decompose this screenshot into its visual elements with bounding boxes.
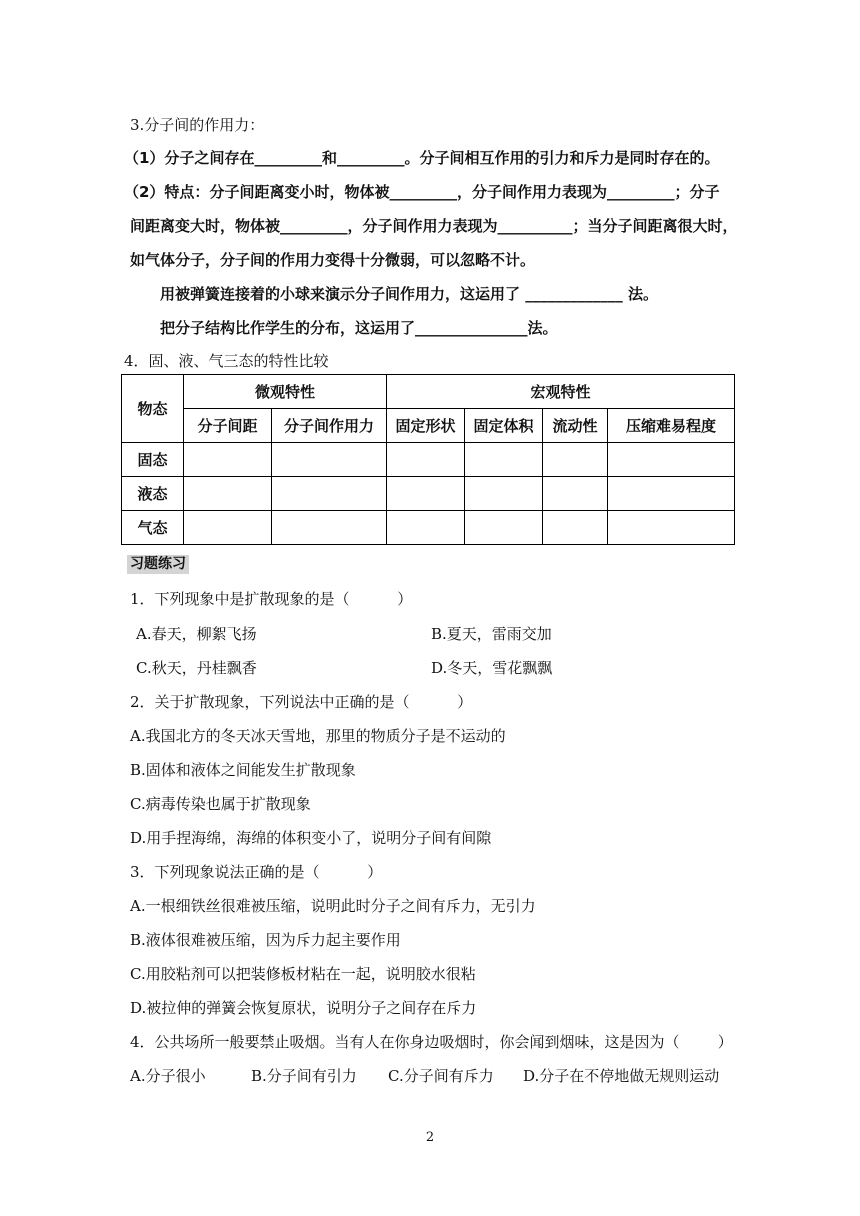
question-4-option-a: A.分子很小 xyxy=(130,1067,206,1085)
question-4-option-c: C.分子间有斥力 xyxy=(388,1067,494,1085)
question-1-option-c: C.秋天，丹桂飘香 xyxy=(136,659,257,677)
table-cell-blank xyxy=(184,477,272,511)
table-row-label: 液态 xyxy=(122,477,184,511)
table-row xyxy=(122,477,735,511)
section3-item2-line3: 如气体分子，分子间的作用力变得十分微弱，可以忽略不计。 xyxy=(130,251,536,269)
table-header-row-groups xyxy=(122,375,735,409)
question-3-stem: 3．下列现象说法正确的是（ ） xyxy=(130,863,383,881)
table-header-state: 物态 xyxy=(122,375,184,443)
table-col-header: 压缩难易程度 xyxy=(608,409,735,443)
table-col-header: 流动性 xyxy=(543,409,608,443)
section3-item1: （1）分子之间存在_________和_________。分子间相互作用的引力和斥力是同时存在的。 xyxy=(124,149,720,167)
table-row-label: 气态 xyxy=(122,511,184,545)
table-col-header: 分子间作用力 xyxy=(272,409,387,443)
table-cell-blank xyxy=(272,477,387,511)
section3-title: 3.分子间的作用力： xyxy=(130,116,265,134)
exercises-badge: 习题练习 xyxy=(127,555,189,574)
question-4-option-b: B.分子间有引力 xyxy=(251,1067,357,1085)
table-col-header: 固定形状 xyxy=(387,409,465,443)
table-cell-blank xyxy=(272,511,387,545)
table-cell-blank xyxy=(272,443,387,477)
table-cell-blank xyxy=(184,511,272,545)
table-cell-blank xyxy=(608,511,735,545)
section3-item2-line1: （2）特点：分子间距离变小时，物体被_________，分子间作用力表现为_________；分子 xyxy=(124,183,720,201)
table-cell-blank xyxy=(608,477,735,511)
table-cell-blank xyxy=(387,477,465,511)
table-group-micro: 微观特性 xyxy=(184,375,387,409)
table-cell-blank xyxy=(608,443,735,477)
table-col-header: 分子间距 xyxy=(184,409,272,443)
question-3-option-c: C.用胶粘剂可以把装修板材粘在一起，说明胶水很粘 xyxy=(130,965,476,983)
table-cell-blank xyxy=(465,477,543,511)
table-group-macro: 宏观特性 xyxy=(387,375,735,409)
table-cell-blank xyxy=(465,443,543,477)
state-comparison-table xyxy=(121,374,735,545)
analogy-method-line: 把分子结构比作学生的分布，这运用了_______________法。 xyxy=(160,319,558,337)
question-4-stem: 4．公共场所一般要禁止吸烟。当有人在你身边吸烟时，你会闻到烟味，这是因为（ ） xyxy=(130,1033,733,1051)
table-cell-blank xyxy=(465,511,543,545)
section3-item2-line2: 间距离变大时，物体被_________，分子间作用力表现为__________；当分子间距离很大时， xyxy=(130,217,738,235)
page-number: 2 xyxy=(425,1130,435,1145)
table-row xyxy=(122,511,735,545)
table-cell-blank xyxy=(184,443,272,477)
question-2-stem: 2．关于扩散现象，下列说法中正确的是（ ） xyxy=(130,693,473,711)
table-header-row-columns xyxy=(122,409,735,443)
question-2-option-b: B.固体和液体之间能发生扩散现象 xyxy=(130,761,356,779)
model-method-line: 用被弹簧连接着的小球来演示分子间作用力，这运用了 _____________ 法。 xyxy=(160,285,658,303)
table-cell-blank xyxy=(387,443,465,477)
question-4-option-d: D.分子在不停地做无规则运动 xyxy=(523,1067,720,1085)
question-2-option-a: A.我国北方的冬天冰天雪地，那里的物质分子是不运动的 xyxy=(130,727,506,745)
question-3-option-a: A.一根细铁丝很难被压缩，说明此时分子之间有斥力，无引力 xyxy=(130,897,536,915)
table-col-header: 固定体积 xyxy=(465,409,543,443)
section4-title: 4．固、液、气三态的特性比较 xyxy=(124,352,329,370)
question-2-option-c: C.病毒传染也属于扩散现象 xyxy=(130,795,311,813)
table-row-label: 固态 xyxy=(122,443,184,477)
question-1-option-a: A.春天，柳絮飞扬 xyxy=(136,625,257,643)
question-3-option-d: D.被拉伸的弹簧会恢复原状，说明分子之间存在斥力 xyxy=(130,999,477,1017)
question-1-stem: 1．下列现象中是扩散现象的是（ ） xyxy=(130,590,413,608)
table-cell-blank xyxy=(543,443,608,477)
table-cell-blank xyxy=(543,511,608,545)
table-cell-blank xyxy=(387,511,465,545)
question-1-option-b: B.夏天，雷雨交加 xyxy=(431,625,552,643)
question-2-option-d: D.用手捏海绵，海绵的体积变小了，说明分子间有间隙 xyxy=(130,829,492,847)
table-row xyxy=(122,443,735,477)
question-1-option-d: D.冬天，雪花飘飘 xyxy=(431,659,553,677)
question-3-option-b: B.液体很难被压缩，因为斥力起主要作用 xyxy=(130,931,401,949)
table-cell-blank xyxy=(543,477,608,511)
